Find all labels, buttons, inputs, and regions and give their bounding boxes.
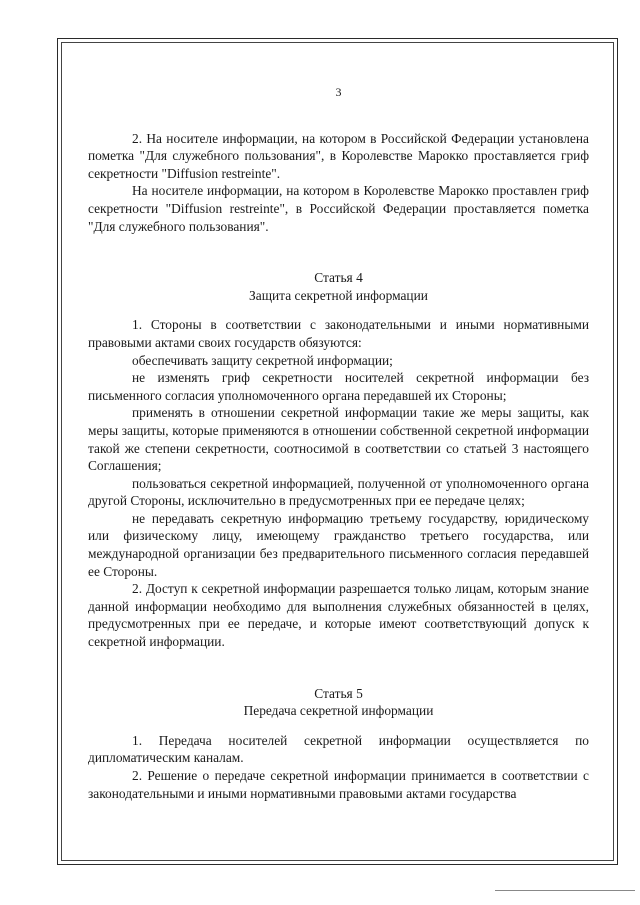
paragraph: применять в отношении секретной информации такие же меры защиты, как меры защиты, которые применяются в отношении собственной секретной информации такой же степени секретности, соотносимой в соответствии со статьей 3 настоящего Соглашения;	[88, 405, 589, 474]
article-title: Передача секретной информации	[243, 703, 434, 719]
article-title: Защита секретной информации	[249, 287, 428, 303]
paragraph: не изменять гриф секретности носителей секретной информации без письменного согласия уполномоченного органа передавшей их Стороны;	[88, 370, 589, 403]
paragraph: 2. На носителе информации, на котором в Российской Федерации установлена пометка "Для служебного пользования", в Королевстве Марокко проставляется гриф секретности "Diffusion restreinte".	[88, 130, 589, 181]
paragraph: 1. Передача носителей секретной информации осуществляется по дипломатическим каналам.	[88, 732, 589, 766]
paragraph: 2. Доступ к секретной информации разрешается только лицам, которым знание данной информации необходимо для выполнения служебных обязанностей в целях, предусмотренных при ее передаче, и которые имеют соответствующий допуск к секретной информации.	[88, 581, 589, 650]
page-number: 3	[335, 85, 342, 99]
paragraph: обеспечивать защиту секретной информации;	[132, 352, 393, 368]
scan-edge-line	[495, 890, 635, 891]
paragraph: 1. Стороны в соответствии с законодательными и иными нормативными правовыми актами своих государств обязуются:	[88, 317, 589, 350]
paragraph: пользоваться секретной информацией, полученной от уполномоченного органа другой Стороны, исключительно в предусмотренных при ее передаче целях;	[88, 475, 589, 509]
document-body	[88, 84, 589, 802]
article-number: Статья 5	[314, 685, 363, 701]
paragraph: На носителе информации, на котором в Королевстве Марокко проставлен гриф секретности "Diffusion restreinte", в Российской Федерации проставляется пометка "Для служебного пользования".	[88, 183, 589, 234]
paragraph: 2. Решение о передаче секретной информации принимается в соответствии с законодательными и иными нормативными правовыми актами государства	[88, 768, 589, 801]
article-number: Статья 4	[314, 270, 363, 286]
paragraph: не передавать секретную информацию третьему государству, юридическому или физическому лицу, имеющему гражданство третьего государства, или международной организации без предварительного письменного согласия передавшей ее Стороны.	[88, 510, 589, 579]
